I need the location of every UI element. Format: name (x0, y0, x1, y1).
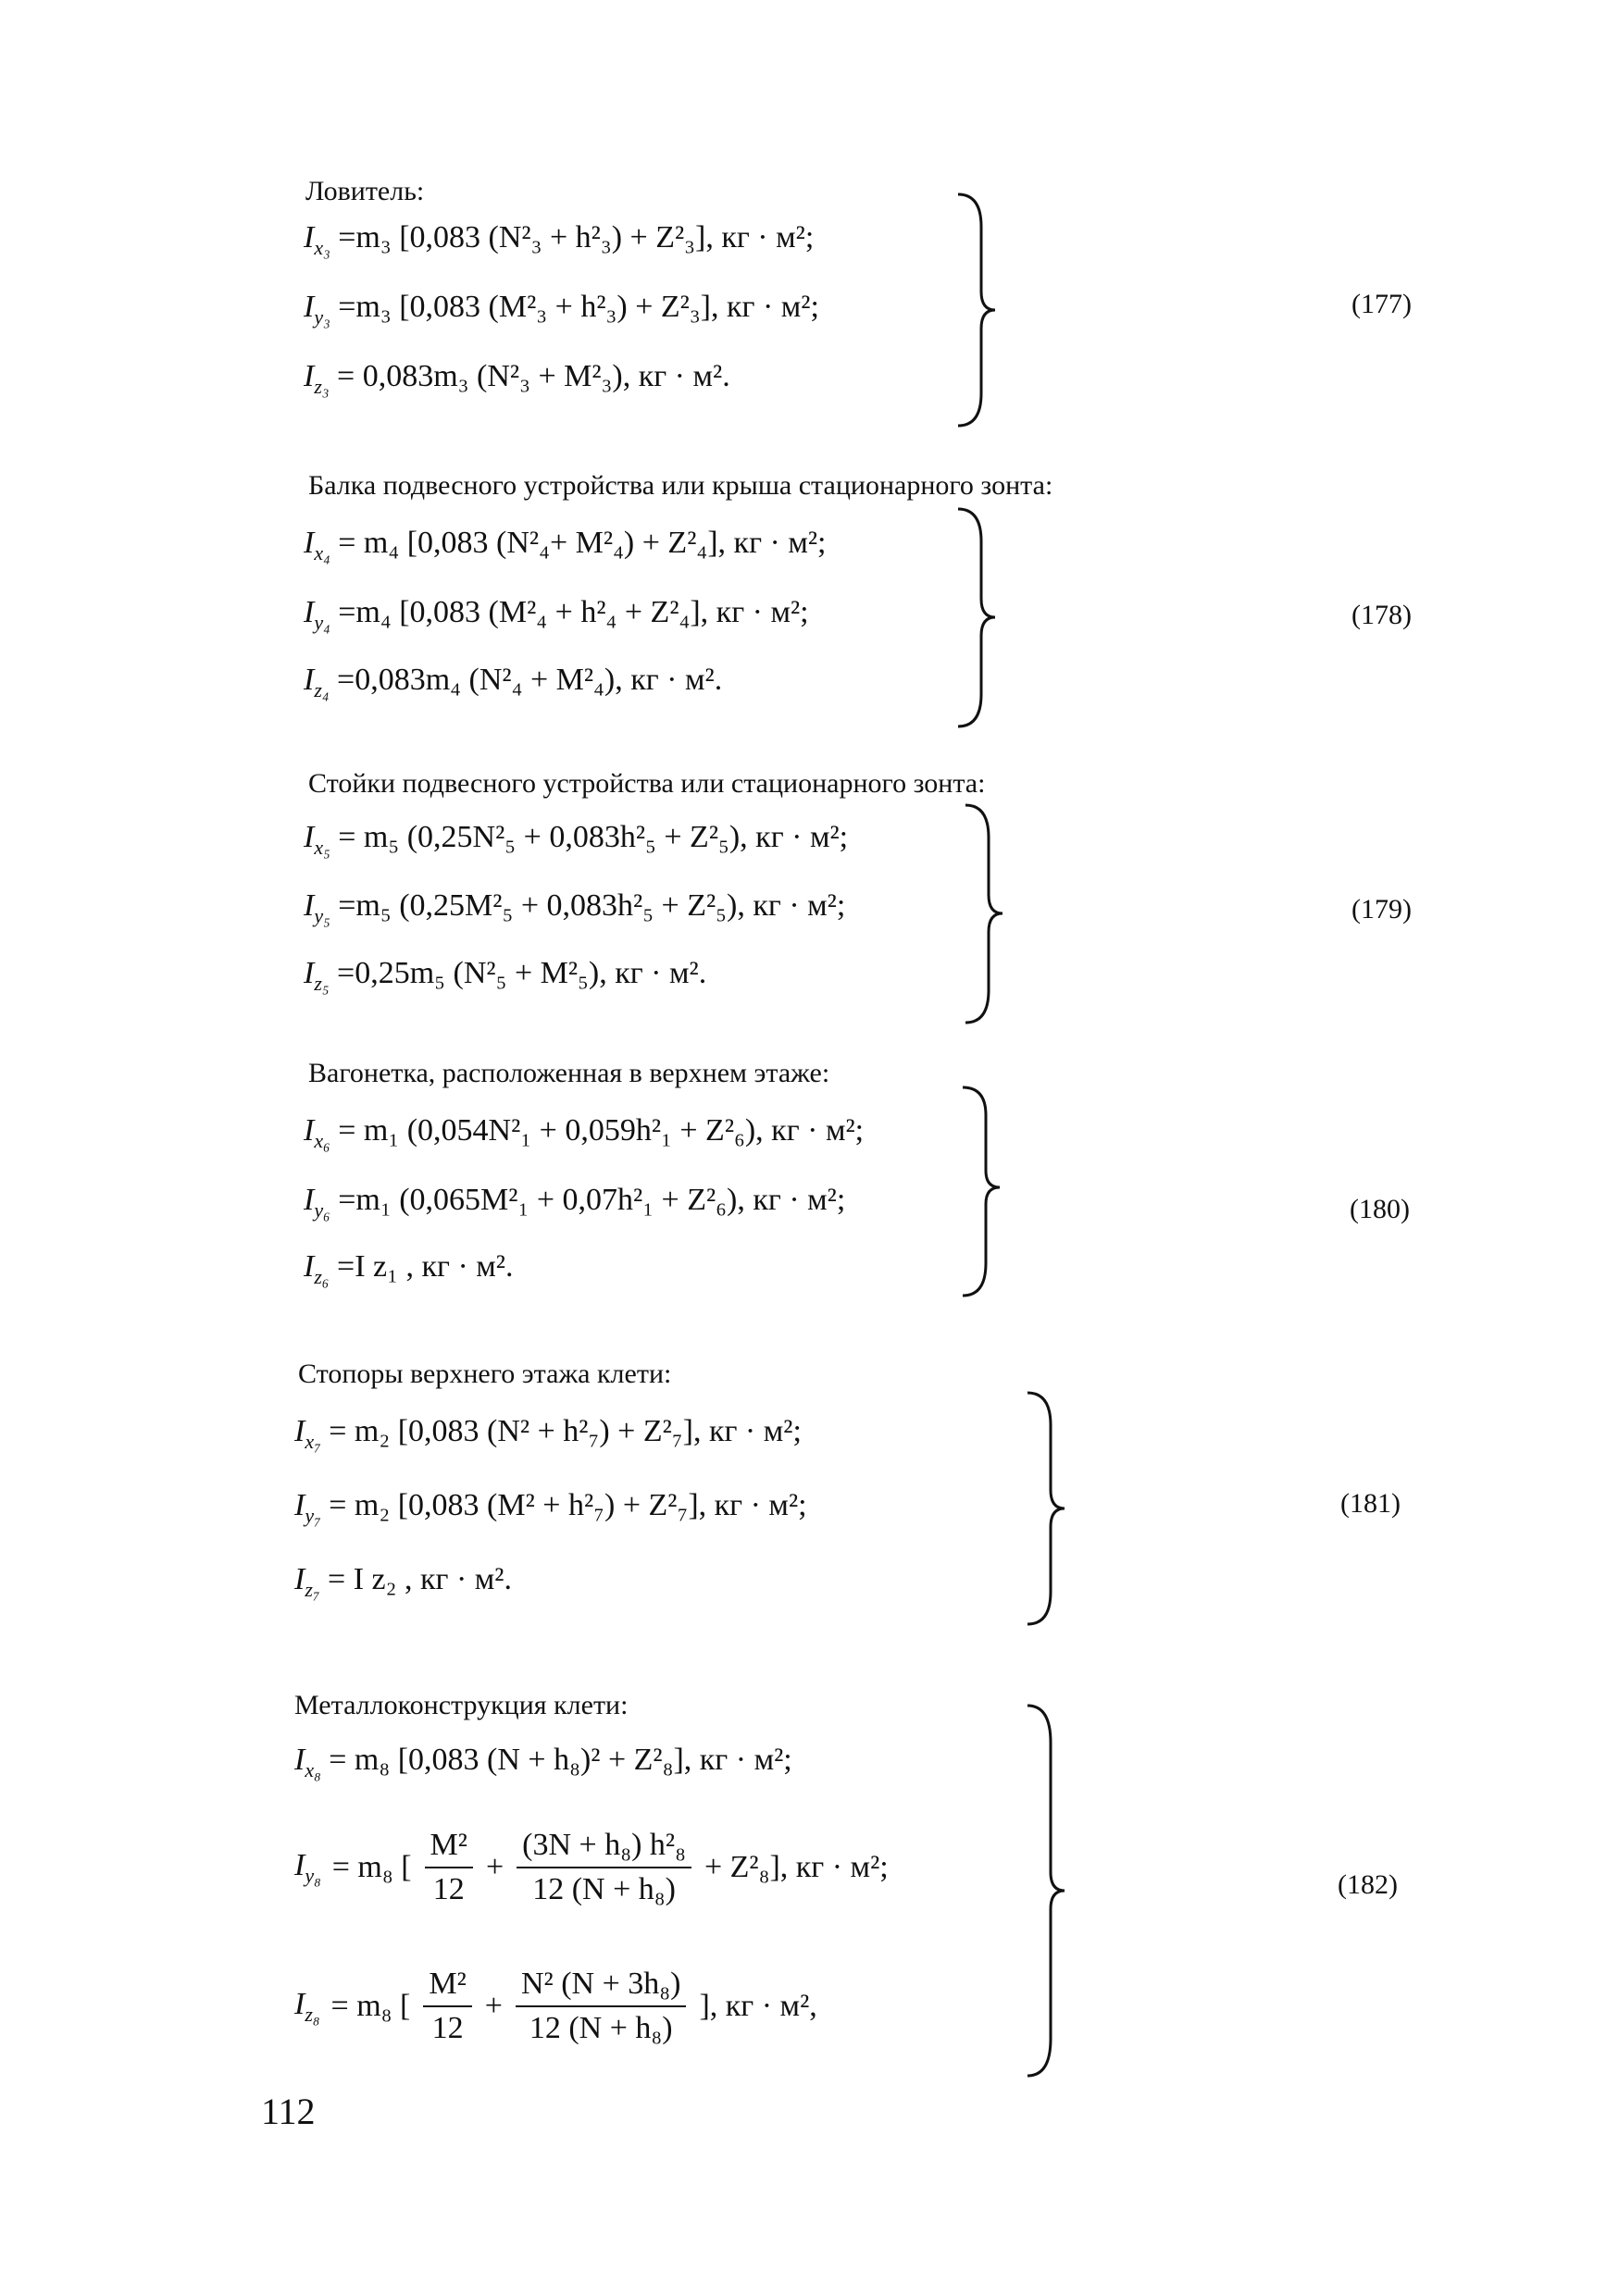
lhs-symbol: I (304, 595, 315, 629)
lhs-symbol: I (304, 359, 315, 393)
equation-rhs: = I z₂ , кг · м². (328, 1562, 512, 1596)
section-heading: Балка подвесного устройства или крыша стационарного зонта: (308, 470, 1053, 501)
section-heading: Вагонетка, расположенная в верхнем этаже: (308, 1058, 830, 1088)
fraction-numerator: (3N + h₈) h²₈ (517, 1828, 691, 1868)
equation-rhs: =I z₁ , кг · м². (337, 1249, 514, 1284)
equation-line (304, 822, 848, 858)
equation-number: (182) (1338, 1869, 1398, 1900)
lhs-symbol: I (294, 1743, 305, 1777)
equation-number: (179) (1351, 894, 1412, 925)
lhs-subscript: x₇ (305, 1429, 321, 1453)
equation-lhs (294, 1490, 321, 1526)
equation-lhs (304, 958, 330, 994)
lhs-subscript: x₅ (314, 835, 330, 859)
fraction-numerator: M² (425, 1828, 473, 1868)
equation-lhs (294, 1564, 320, 1600)
lhs-subscript: x₈ (305, 1757, 321, 1781)
section-heading: Ловитель: (305, 176, 425, 206)
section-heading: Стойки подвесного устройства или стационарного зонта: (308, 768, 986, 799)
fraction-denominator: 12 (431, 2011, 464, 2045)
fraction (517, 1828, 691, 1907)
equation-number: (178) (1351, 600, 1412, 630)
lhs-symbol: I (304, 1249, 315, 1284)
lhs-subscript: y₃ (314, 304, 330, 329)
lhs-symbol: I (294, 1414, 305, 1448)
lhs-subscript: y₄ (314, 610, 330, 634)
lhs-subscript: y₆ (314, 1198, 330, 1222)
lhs-symbol: I (304, 663, 315, 697)
equation-line (304, 664, 722, 701)
equation-line (304, 292, 819, 328)
lhs-symbol: I (294, 1562, 305, 1596)
fraction (516, 1967, 686, 2046)
equation-rhs: =m₃ [0,083 (M²₃ + h²₃) + Z²₃], кг · м²; (338, 290, 819, 324)
equation-lhs (304, 1185, 330, 1221)
equation-prefix: = m₈ [ (331, 1850, 412, 1884)
equation-suffix: + Z²₈], кг · м²; (704, 1850, 889, 1884)
right-brace-icon (958, 1083, 1004, 1300)
equation-rhs: =m₁ (0,065M²₁ + 0,07h²₁ + Z²₆), кг · м²; (338, 1183, 846, 1217)
equation-line (304, 527, 827, 564)
equation-line (304, 1251, 513, 1287)
equation-number: (180) (1350, 1194, 1410, 1224)
lhs-subscript: z₄ (314, 677, 330, 701)
equation-line (294, 1490, 807, 1526)
equation-rhs: =m₅ (0,25M²₅ + 0,083h²₅ + Z²₅), кг · м²; (338, 888, 846, 923)
equation-line (304, 1115, 864, 1151)
equation-lhs (304, 527, 330, 564)
section-heading: Стопоры верхнего этажа клети: (298, 1359, 672, 1389)
equation-rhs: = m₂ [0,083 (N² + h²₇) + Z²₇], кг · м²; (329, 1414, 802, 1448)
equation-lhs (304, 822, 330, 858)
lhs-subscript: x₃ (314, 235, 330, 259)
equation-suffix: ], кг · м², (699, 1989, 817, 2023)
lhs-symbol: I (304, 820, 315, 854)
equation-line (304, 958, 706, 994)
lhs-subscript: x₆ (314, 1128, 330, 1152)
equation-lhs (304, 890, 330, 926)
lhs-symbol: I (304, 290, 315, 324)
fraction-numerator: M² (423, 1967, 471, 2007)
lhs-subscript: y₇ (305, 1503, 321, 1527)
equation-prefix: = m₈ [ (330, 1989, 411, 2023)
equation-rhs: = m₄ [0,083 (N²₄+ M²₄) + Z²₄], кг · м²; (338, 526, 827, 560)
lhs-symbol: I (304, 956, 315, 990)
equation-number: (177) (1351, 289, 1412, 319)
equation-lhs (304, 1251, 330, 1287)
equation-lhs (304, 361, 330, 397)
equation-lhs (304, 292, 330, 328)
fraction-denominator: 12 (N + h₈) (529, 2011, 673, 2045)
equation-rhs: = m₅ (0,25N²₅ + 0,083h²₅ + Z²₅), кг · м²; (338, 820, 849, 854)
lhs-subscript: x₄ (314, 540, 330, 565)
equation-lhs (294, 1987, 320, 2027)
equation-rhs: = m₂ [0,083 (M² + h²₇) + Z²₇], кг · м²; (329, 1488, 807, 1522)
lhs-subscript: y₅ (314, 903, 330, 927)
equation-line (294, 1416, 802, 1452)
equation-lhs (304, 222, 330, 258)
equation-line (304, 597, 809, 633)
equation-rhs: =0,083m₄ (N²₄ + M²₄), кг · м². (337, 663, 723, 697)
fraction (425, 1828, 473, 1907)
equation-rhs: =0,25m₅ (N²₅ + M²₅), кг · м². (337, 956, 707, 990)
lhs-subscript: z₃ (314, 374, 330, 398)
fraction-numerator: N² (N + 3h₈) (516, 1967, 686, 2007)
equation-rhs: = 0,083m₃ (N²₃ + M²₃), кг · м². (337, 359, 730, 393)
equation-line (294, 1744, 792, 1781)
right-brace-icon (1023, 1701, 1069, 2080)
lhs-symbol: I (304, 888, 315, 923)
equation-lhs (294, 1744, 321, 1781)
plus-sign: + (485, 1850, 504, 1884)
fraction-equation (294, 1967, 821, 2046)
page-number: 112 (261, 2091, 316, 2132)
equation-line (304, 222, 814, 258)
lhs-symbol: I (294, 1488, 305, 1522)
equation-line (294, 1564, 512, 1600)
lhs-symbol: I (304, 220, 315, 254)
plus-sign: + (484, 1989, 503, 2023)
fraction (423, 1967, 471, 2046)
equation-lhs (304, 1115, 330, 1151)
equation-line (304, 890, 845, 926)
equation-rhs: = m₈ [0,083 (N + h₈)² + Z²₈], кг · м²; (329, 1743, 792, 1777)
equation-line (304, 361, 730, 397)
lhs-symbol: I (294, 1847, 305, 1882)
fraction-equation (294, 1828, 892, 1907)
lhs-symbol: I (304, 1113, 315, 1148)
equation-rhs: =m₃ [0,083 (N²₃ + h²₃) + Z²₃], кг · м²; (338, 220, 815, 254)
lhs-subscript: z₅ (314, 971, 330, 995)
lhs-symbol: I (304, 1183, 315, 1217)
lhs-subscript: z₇ (305, 1577, 320, 1601)
right-brace-icon (1023, 1388, 1069, 1629)
lhs-subscript: z₆ (314, 1264, 330, 1288)
section-heading: Металлоконструкция клети: (294, 1690, 629, 1720)
equation-lhs (304, 597, 330, 633)
right-brace-icon (953, 504, 1000, 731)
equation-lhs (294, 1848, 321, 1888)
fraction-denominator: 12 (N + h₈) (532, 1872, 676, 1906)
equation-lhs (294, 1416, 321, 1452)
lhs-symbol: I (294, 1986, 305, 2021)
equation-line (304, 1185, 845, 1221)
lhs-subscript: z₈ (305, 2002, 320, 2026)
lhs-symbol: I (304, 526, 315, 560)
equation-rhs: =m₄ [0,083 (M²₄ + h²₄ + Z²₄], кг · м²; (338, 595, 809, 629)
fraction-denominator: 12 (432, 1872, 465, 1906)
equation-rhs: = m₁ (0,054N²₁ + 0,059h²₁ + Z²₆), кг · м²; (338, 1113, 865, 1148)
equation-number: (181) (1340, 1488, 1401, 1519)
right-brace-icon (953, 190, 1000, 430)
right-brace-icon (961, 800, 1007, 1027)
equation-lhs (304, 664, 330, 701)
lhs-subscript: y₈ (305, 1863, 321, 1887)
